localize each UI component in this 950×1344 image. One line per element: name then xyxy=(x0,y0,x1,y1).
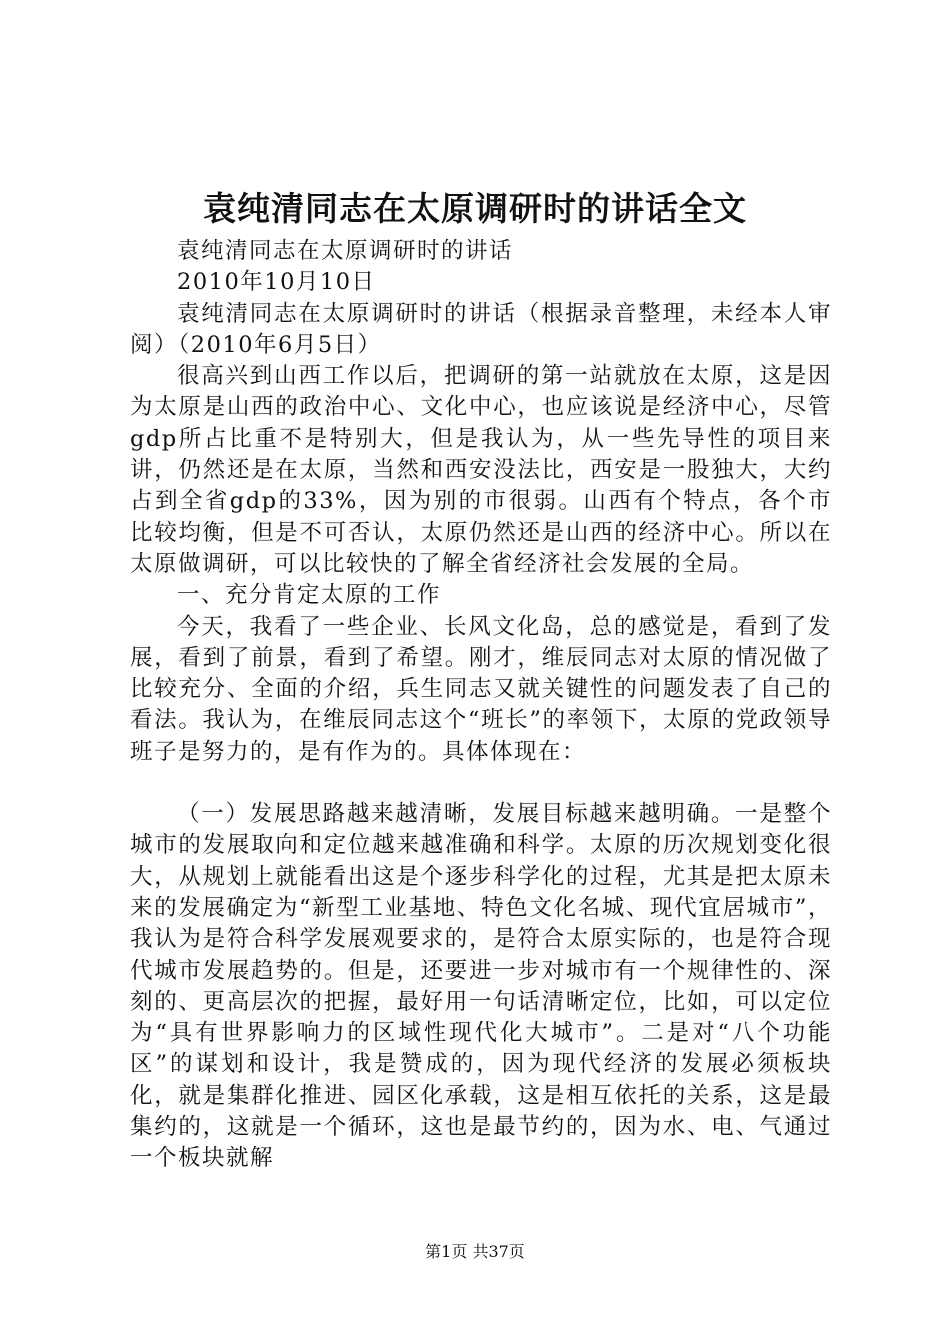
document-body xyxy=(130,236,832,1175)
intro-paragraph: 袁纯清同志在太原调研时的讲话（根据录音整理，未经本人审阅）（2010年6月5日） xyxy=(130,300,832,358)
date-paragraph: 2010年10月10日 xyxy=(177,269,376,296)
page-number-footer: 第1页 共37页 xyxy=(425,1242,525,1261)
document-title: 袁纯清同志在太原调研时的讲话全文 xyxy=(203,189,747,228)
body-paragraph: 很高兴到山西工作以后，把调研的第一站就放在太原，这是因为太原是山西的政治中心、文化中心，也应该说是经济中心，尽管gdp所占比重不是特别大，但是我认为，从一些先导性的项目来讲，仍然还是在太原，当然和西安没法比，西安是一股独大，大约占到全省gdp的33%，因为别的市很弱。山西有个特点，各个市比较均衡，但是不可否认，太原仍然还是山西的经济中心。所以在太原做调研，可以比较快的了解全省经济社会发展的全局。 xyxy=(130,363,832,577)
body-paragraph: 今天，我看了一些企业、长风文化岛，总的感觉是，看到了发展，看到了前景，看到了希望。刚才，维辰同志对太原的情况做了比较充分、全面的介绍，兵生同志又就关键性的问题发表了自己的看法。我认为，在维辰同志这个“班长”的率领下，太原的党政领导班子是努力的，是有作为的。具体体现在： xyxy=(130,613,832,765)
subtitle-paragraph: 袁纯清同志在太原调研时的讲话 xyxy=(177,238,514,264)
section-heading: 一、充分肯定太原的工作 xyxy=(177,582,442,609)
body-paragraph: （一）发展思路越来越清晰，发展目标越来越明确。一是整个城市的发展取向和定位越来越准确和科学。太原的历次规划变化很大，从规划上就能看出这是个逐步科学化的过程，尤其是把太原未来的发展确定为“新型工业基地、特色文化名城、现代宜居城市”，我认为是符合科学发展观要求的，是符合太原实际的，也是符合现代城市发展趋势的。但是，还要进一步对城市有一个规律性的、深刻的、更高层次的把握，最好用一句话清晰定位，比如，可以定位为“具有世界影响力的区域性现代化大城市”。二是对“八个功能区”的谋划和设计，我是赞成的，因为现代经济的发展必须板块化，就是集群化推进、园区化承载，这是相互依托的关系，这是最集约的，这就是一个循环，这也是最节约的，因为水、电、气通过一个板块就解 xyxy=(130,801,832,1172)
